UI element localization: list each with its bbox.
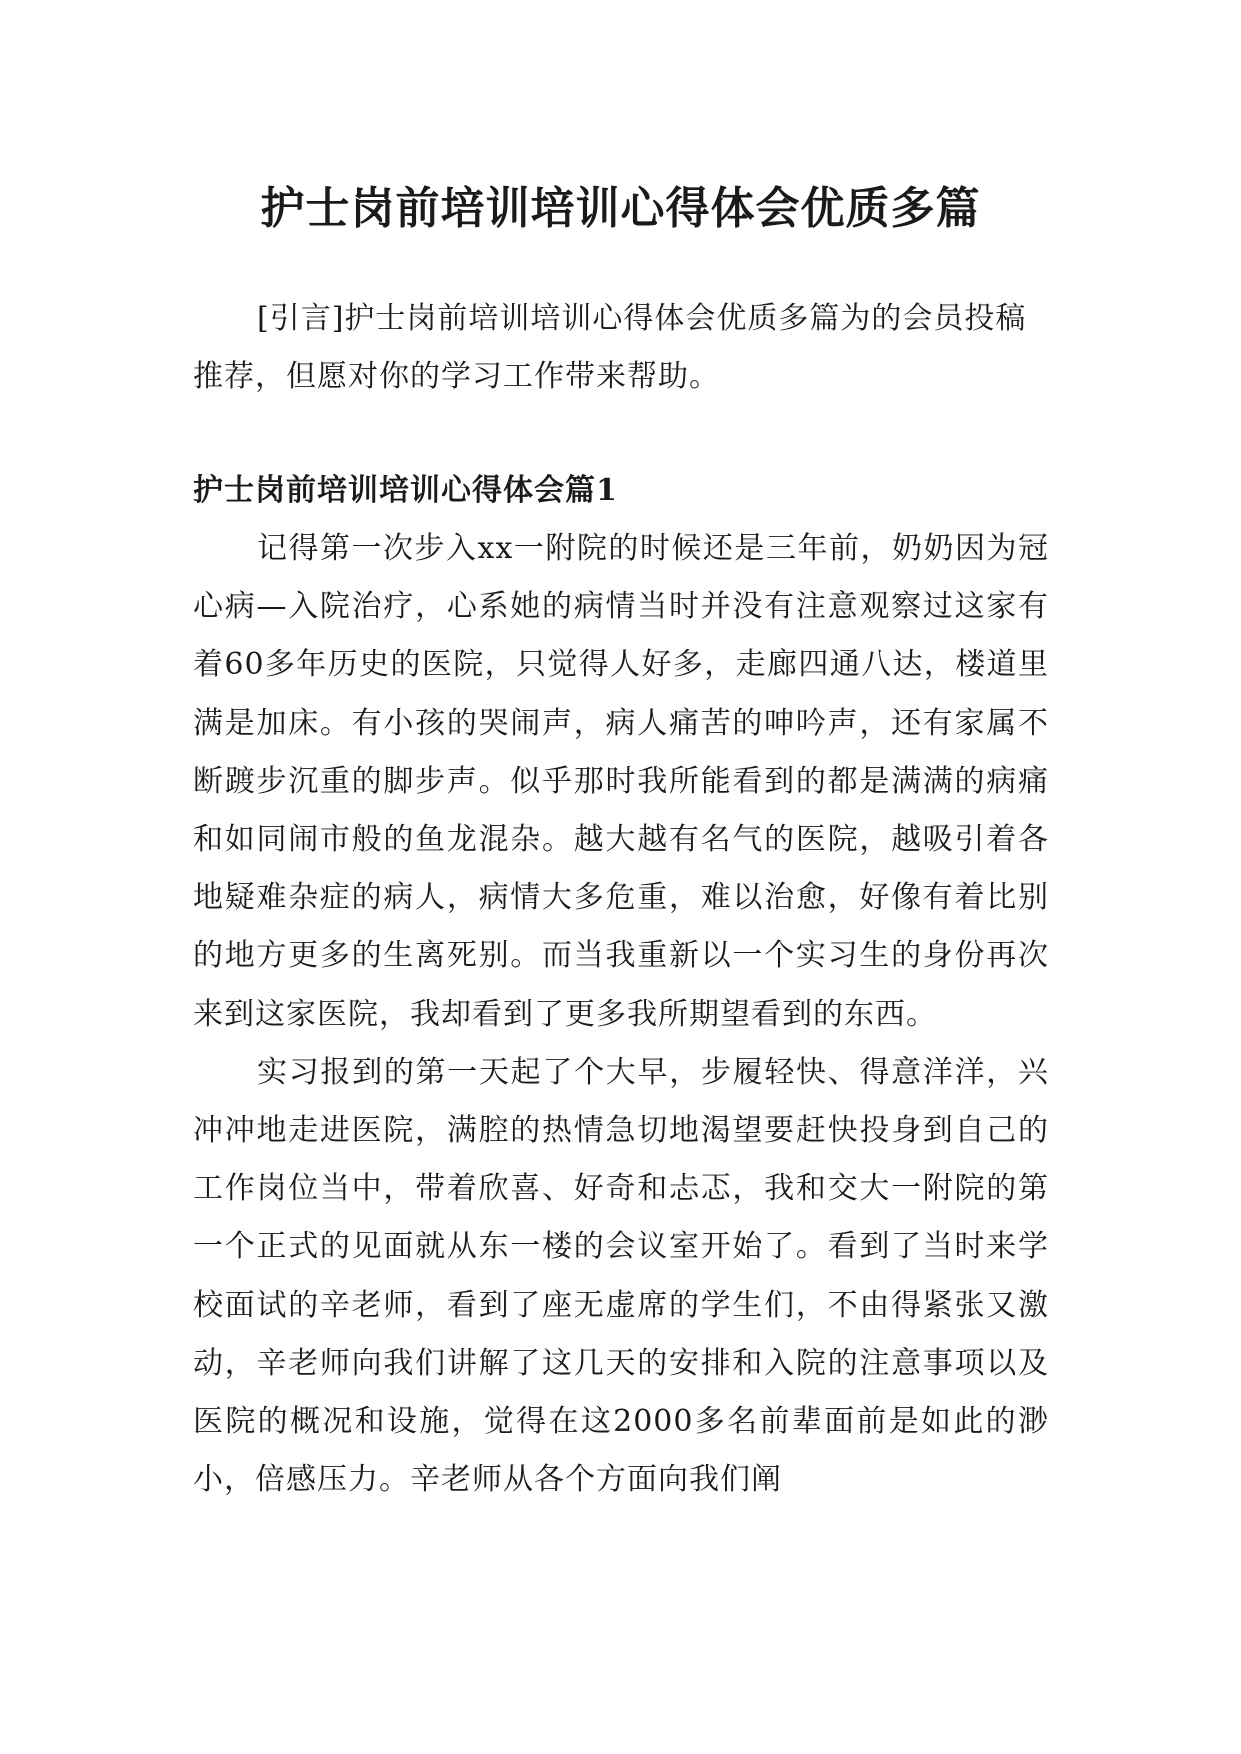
section-heading: 护士岗前培训培训心得体会篇1 [193, 473, 618, 508]
body-paragraph-1: 记得第一次步入xx一附院的时候还是三年前，奶奶因为冠心病—入院治疗，心系她的病情当时并没有注意观察过这家有着60多年历史的医院，只觉得人好多，走廊四通八达，楼道里满是加床。有小孩的哭闹声，病人痛苦的呻吟声，还有家属不断踱步沉重的脚步声。似乎那时我所能看到的都是满满的病痛和如同闹市般的鱼龙混杂。越大越有名气的医院，越吸引着各地疑难杂症的病人，病情大多危重，难以治愈，好像有着比别的地方更多的生离死别。而当我重新以一个实习生的身份再次来到这家医院，我却看到了更多我所期望看到的东西。 [193, 531, 1049, 1032]
body-paragraph-2: 实习报到的第一天起了个大早，步履轻快、得意洋洋，兴冲冲地走进医院，满腔的热情急切地渴望要赶快投身到自己的工作岗位当中，带着欣喜、好奇和忐忑，我和交大一附院的第一个正式的见面就从东一楼的会议室开始了。看到了当时来学校面试的辛老师，看到了座无虚席的学生们，不由得紧张又激动，辛老师向我们讲解了这几天的安排和入院的注意事项以及医院的概况和设施，觉得在这2000多名前辈面前是如此的渺小，倍感压力。辛老师从各个方面向我们阐 [193, 1054, 1049, 1498]
document-title: 护士岗前培训培训心得体会优质多篇 [260, 183, 981, 235]
body-text [193, 520, 1049, 1509]
intro-paragraph: [引言]护士岗前培训培训心得体会优质多篇为的会员投稿推荐，但愿对你的学习工作带来帮助。 [193, 301, 1027, 394]
